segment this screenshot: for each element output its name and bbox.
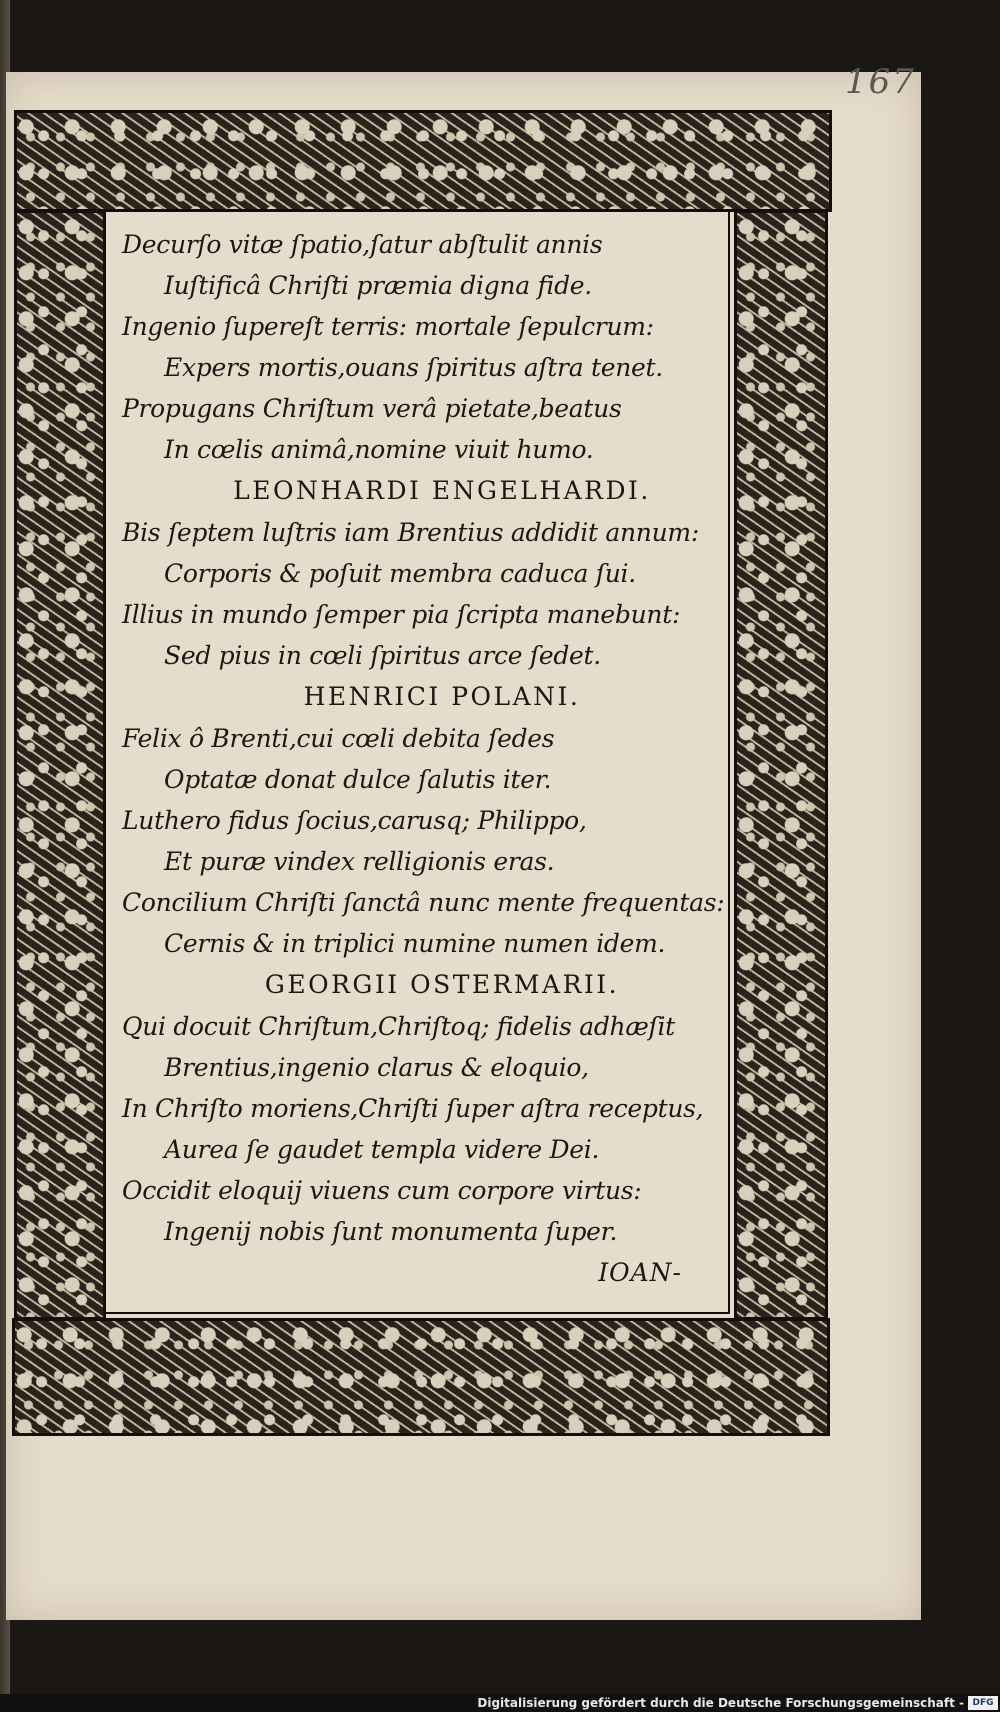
poem-line: Expers mortis,ouans ſpiritus aſtra tenet. xyxy=(164,353,663,382)
poem-section xyxy=(122,964,722,1252)
poem-section xyxy=(122,676,725,964)
catchword: IOAN- xyxy=(598,1258,682,1287)
poem-sections xyxy=(122,470,725,1252)
poem-text-block xyxy=(122,224,725,1293)
digitization-footer xyxy=(0,1694,1000,1712)
dfg-logo: DFG xyxy=(968,1696,998,1710)
section-heading: GEORGII OSTERMARII. xyxy=(264,970,620,999)
poem-line: Optatæ donat dulce ſalutis iter. xyxy=(164,765,552,794)
poem-line: Concilium Chriſti ſanctâ nunc mente frequentas: xyxy=(122,888,725,917)
poem-line: Occidit eloquij viuens cum corpore virtus: xyxy=(122,1176,642,1205)
poem-line: Et puræ vindex relligionis eras. xyxy=(164,847,555,876)
woodcut-border-right xyxy=(734,210,828,1320)
section-heading: LEONHARDI ENGELHARDI. xyxy=(233,476,651,505)
poem-line: Sed pius in cœli ſpiritus arce ſedet. xyxy=(164,641,601,670)
poem-line: Bis ſeptem luſtris iam Brentius addidit annum: xyxy=(122,518,699,547)
poem-line: Felix ô Brenti,cui cœli debita ſedes xyxy=(122,724,555,753)
section-heading: HENRICI POLANI. xyxy=(303,682,581,711)
poem-section xyxy=(122,470,722,676)
poem-line: Decurſo vitæ ſpatio,ſatur abſtulit annis xyxy=(122,230,603,259)
poem-line: Propugans Chriſtum verâ pietate,beatus xyxy=(122,394,622,423)
woodcut-border-top xyxy=(14,110,832,212)
poem-line: Ingenio ſupereſt terris: mortale ſepulcrum: xyxy=(122,312,654,341)
poem-line: Luthero fidus ſocius,carusq; Philippo, xyxy=(122,806,587,835)
poem-line: In cœlis animâ,nomine viuit humo. xyxy=(164,435,594,464)
poem-line: Illius in mundo ſemper pia ſcripta manebunt: xyxy=(122,600,681,629)
poem-line: Corporis & poſuit membra caduca ſui. xyxy=(164,559,636,588)
poem-line: Iuſtificâ Chriſti præmia digna fide. xyxy=(164,271,592,300)
woodcut-border-left xyxy=(14,210,106,1320)
poem-line: Aurea ſe gaudet templa videre Dei. xyxy=(164,1135,600,1164)
poem-line: Brentius,ingenio clarus & eloquio, xyxy=(164,1053,589,1082)
folio-number: 167 xyxy=(845,62,916,102)
poem-line: Cernis & in triplici numine numen idem. xyxy=(164,929,666,958)
opening-poem xyxy=(122,224,722,470)
poem-line: Qui docuit Chriſtum,Chriſtoq; fidelis adhæſit xyxy=(122,1012,675,1041)
footer-credit-text: Digitalisierung gefördert durch die Deutsche Forschungsgemeinschaft - xyxy=(477,1696,964,1710)
poem-line: Ingenij nobis ſunt monumenta ſuper. xyxy=(164,1217,618,1246)
woodcut-border-bottom xyxy=(12,1318,830,1436)
poem-line: In Chriſto moriens,Chriſti ſuper aſtra receptus, xyxy=(122,1094,704,1123)
